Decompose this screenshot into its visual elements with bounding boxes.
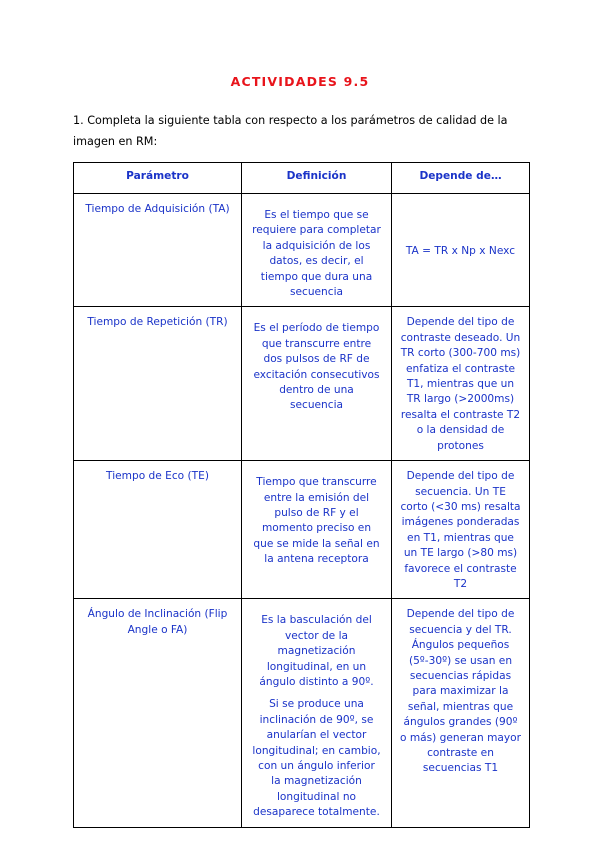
definition-text: Tiempo que transcurre entre la emisión del pulso de RF y el momento preciso en que se mide la señal en la antena receptora	[253, 476, 380, 566]
definition-text: Es el período de tiempo que transcurre entre dos pulsos de RF de excitación consecutivos dentro de una secuencia	[253, 322, 380, 412]
depends-cell: Depende del tipo de contraste deseado. Un TR corto (300-700 ms) enfatiza el contraste T1, mientras que un TR largo (>2000ms) resalta el contraste T2 o la densidad de protones	[392, 307, 530, 461]
depends-cell: Depende del tipo de secuencia y del TR. Ángulos pequeños (5º-30º) se usan en secuencias rápidas para maximizar la señal, mientras que ángulos grandes (90º o más) generan mayor contraste en secuencias T1	[392, 599, 530, 827]
definition-cell	[242, 194, 392, 307]
param-cell: Tiempo de Repetición (TR)	[74, 307, 242, 461]
depends-cell: TA = TR x Np x Nexc	[392, 194, 530, 307]
param-cell: Tiempo de Adquisición (TA)	[74, 194, 242, 307]
table-row	[74, 194, 530, 307]
definition-cell	[242, 307, 392, 461]
definition-text: Es el tiempo que se requiere para completar la adquisición de los datos, es decir, el tiempo que dura una secuencia	[252, 209, 381, 299]
depends-cell: Depende del tipo de secuencia. Un TE corto (<30 ms) resalta imágenes ponderadas en T1, mientras que un TE largo (>80 ms) favorece el contraste T2	[392, 461, 530, 599]
table-row	[74, 307, 530, 461]
definition-text: Es la basculación del vector de la magnetización longitudinal, en un ángulo distinto a 90º.	[259, 614, 374, 688]
definition-cell	[242, 461, 392, 599]
parameters-table	[73, 162, 530, 828]
param-cell: Tiempo de Eco (TE)	[74, 461, 242, 599]
table-row	[74, 599, 530, 827]
definition-text: Si se produce una inclinación de 90º, se anularían el vector longitudinal; en cambio, con un ángulo inferior la magnetización longitudinal no desaparece totalmente.	[252, 698, 381, 819]
table-row	[74, 461, 530, 599]
param-cell: Ángulo de Inclinación (Flip Angle o FA)	[74, 599, 242, 827]
instruction-text: 1. Completa la siguiente tabla con respecto a los parámetros de calidad de la imagen en RM:	[73, 114, 508, 148]
header-depends: Depende de…	[392, 163, 530, 194]
table-header-row	[74, 163, 530, 194]
header-definition: Definición	[242, 163, 392, 194]
page-title: ACTIVIDADES 9.5	[230, 74, 370, 89]
header-parameter: Parámetro	[74, 163, 242, 194]
definition-cell	[242, 599, 392, 827]
